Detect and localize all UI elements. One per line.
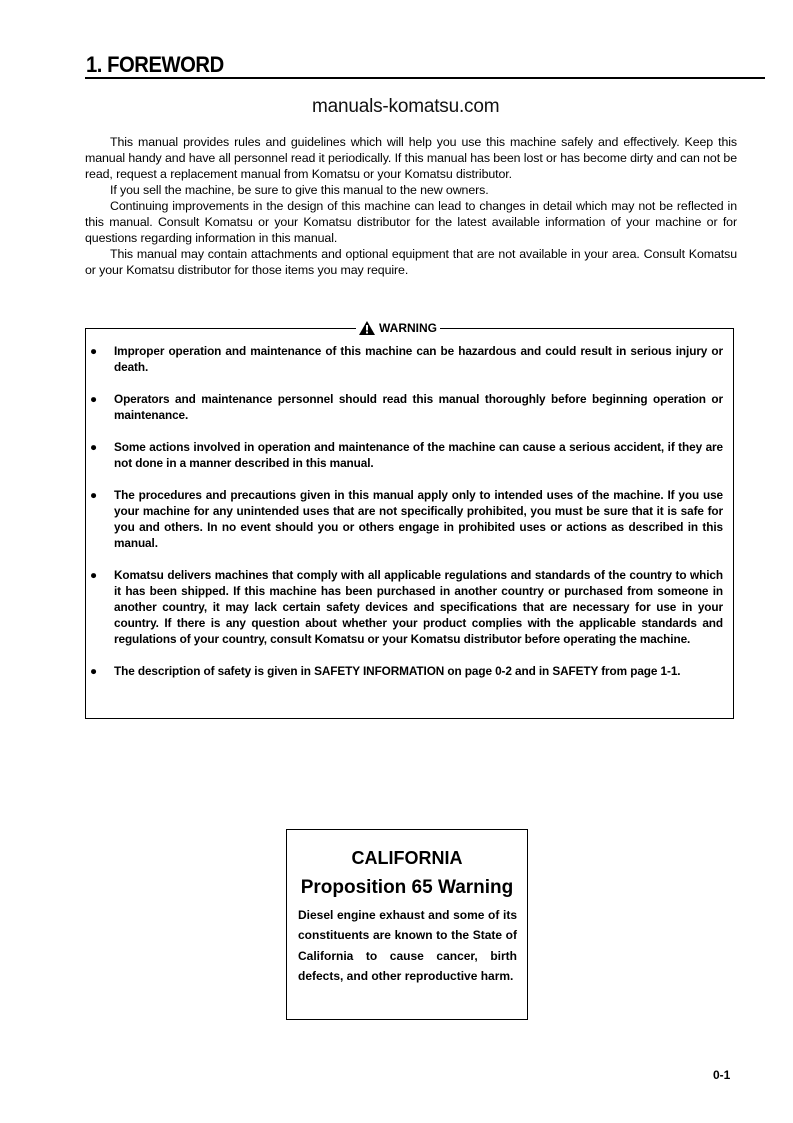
intro-paragraph: If you sell the machine, be sure to give this manual to the new owners. xyxy=(110,183,489,197)
list-item-text: The description of safety is given in SAFETY INFORMATION on page 0-2 and in SAFETY from page 1-1. xyxy=(114,664,681,678)
california-title: CALIFORNIA xyxy=(351,848,463,868)
list-item xyxy=(90,663,723,679)
warning-triangle-icon xyxy=(359,321,375,335)
warning-label: WARNING xyxy=(379,321,437,335)
intro-paragraph: This manual may contain attachments and optional equipment that are not available in your area. Consult Komatsu or your Komatsu distributor for those items you may require. xyxy=(85,247,737,277)
page-number: 0-1 xyxy=(713,1068,731,1082)
list-item-text: The procedures and precautions given in this manual apply only to intended uses of the machine. If you use your machine for any unintended uses that are not specifically prohibited, you must be sure that it is safe for you and others. In no event should you or others engage in prohibited uses or actions as described in this manual. xyxy=(114,488,723,550)
bullet-icon: ● xyxy=(90,344,98,358)
list-item-text: Komatsu delivers machines that comply with all applicable regulations and standards of the country to which it has been shipped. If this machine has been purchased in another country or purchased from someone in another country, it may lack certain safety devices and specifications that are necessary for use in your country. If there is any question about whether your product complies with the applicable standards and regulations of your country, consult Komatsu or your Komatsu distributor before operating the machine. xyxy=(114,568,723,646)
bullet-icon: ● xyxy=(90,664,98,678)
list-item-text: Improper operation and maintenance of this machine can be hazardous and could result in serious injury or death. xyxy=(114,344,723,374)
list-item-text: Operators and maintenance personnel should read this manual thoroughly before beginning operation or maintenance. xyxy=(114,392,723,422)
california-subtitle: Proposition 65 Warning xyxy=(300,877,514,898)
title-rule xyxy=(85,77,765,79)
watermark: manuals-komatsu.com xyxy=(312,96,500,117)
warning-header xyxy=(356,320,440,336)
intro-paragraph: This manual provides rules and guidelines which will help you use this machine safely and effectively. Keep this manual handy and have all personnel read it periodically. If this manual has been lost or has become dirty and can not be read, request a replacement manual from Komatsu or your Komatsu distributor. xyxy=(85,135,737,181)
bullet-icon: ● xyxy=(90,440,98,454)
california-body: Diesel engine exhaust and some of its constituents are known to the State of California to cause cancer, birth defects, and other reproductive harm. xyxy=(298,908,517,983)
list-item xyxy=(90,439,723,471)
list-item xyxy=(90,487,723,551)
list-item-text: Some actions involved in operation and maintenance of the machine can cause a serious accident, if they are not done in a manner described in this manual. xyxy=(114,440,723,470)
warning-list xyxy=(86,343,733,679)
foreword-intro xyxy=(85,134,737,278)
list-item xyxy=(90,391,723,423)
bullet-icon: ● xyxy=(90,488,98,502)
california-prop65-box xyxy=(286,829,528,1020)
bullet-icon: ● xyxy=(90,568,98,582)
intro-paragraph: Continuing improvements in the design of this machine can lead to changes in detail which may not be reflected in this manual. Consult Komatsu or your Komatsu distributor for the latest available information of your machine or for questions regarding information in this manual. xyxy=(85,199,737,245)
list-item xyxy=(90,343,723,375)
list-item xyxy=(90,567,723,647)
warning-box xyxy=(85,321,734,719)
bullet-icon: ● xyxy=(90,392,98,406)
page-title: 1. FOREWORD xyxy=(86,52,224,77)
